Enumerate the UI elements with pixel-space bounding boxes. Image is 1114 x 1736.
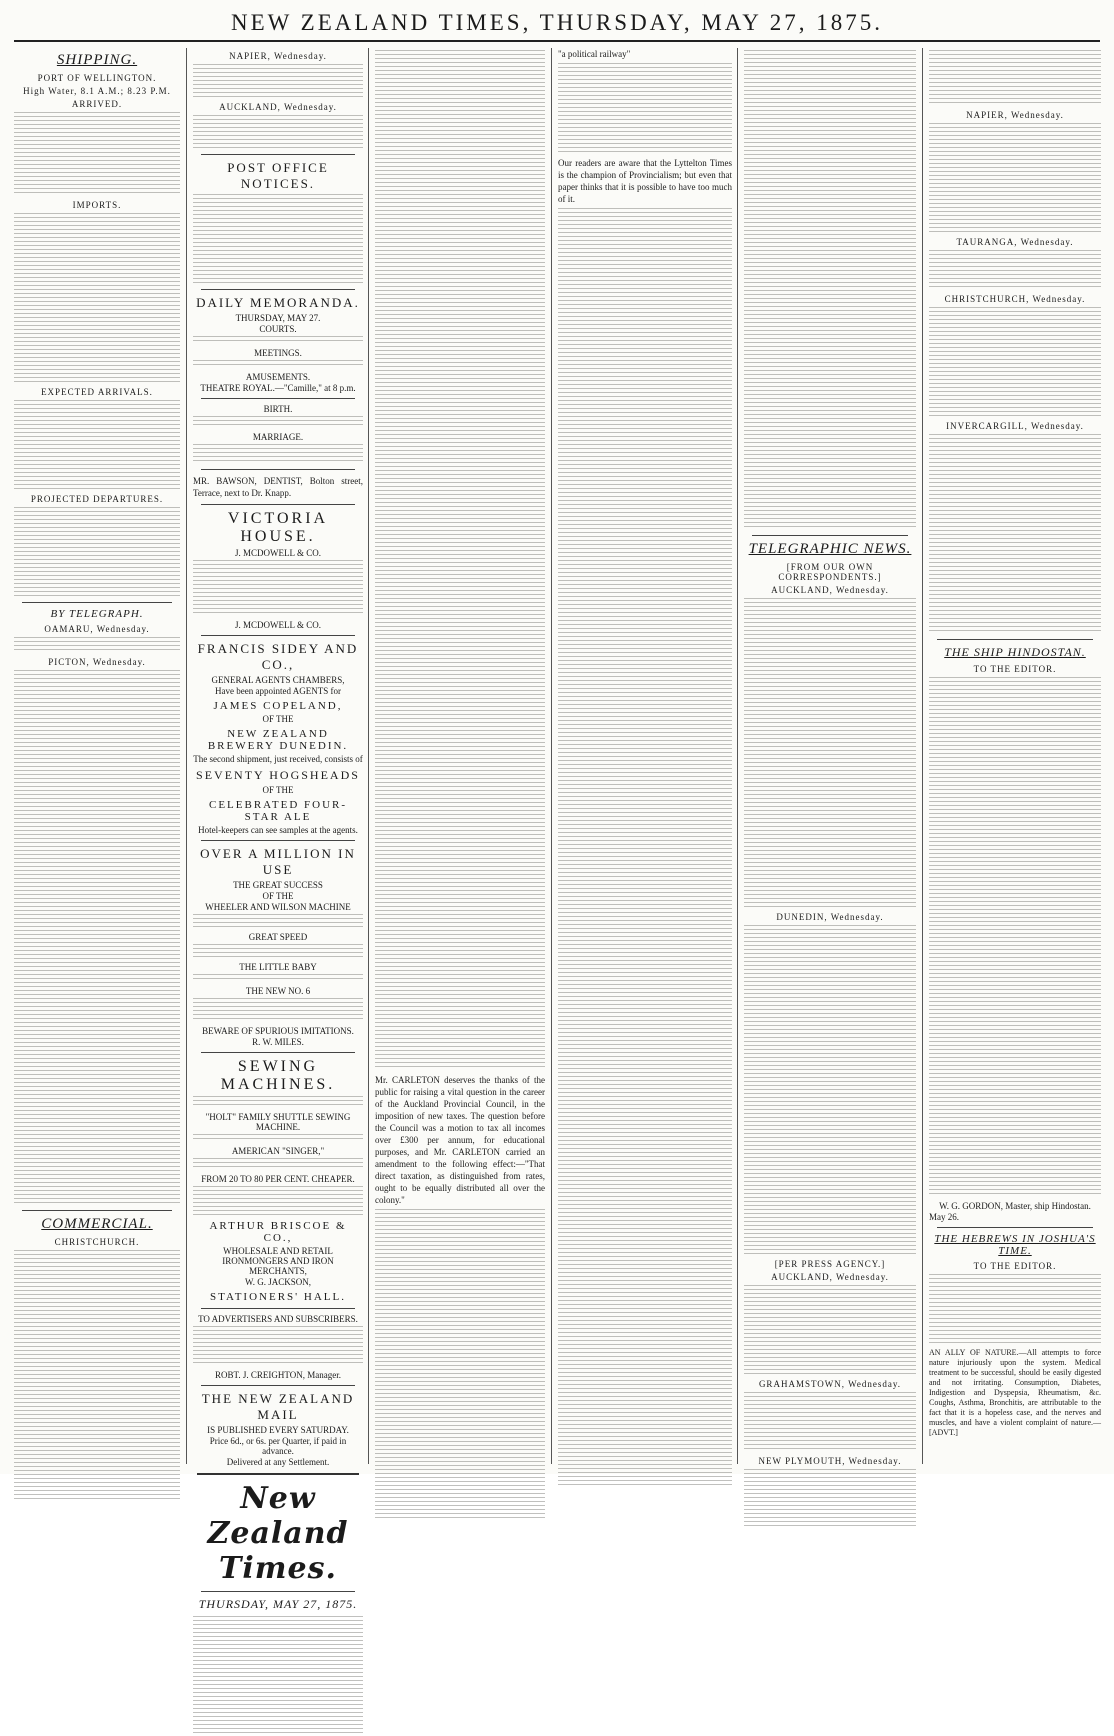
- divider: [201, 154, 355, 155]
- letter-text: [929, 1274, 1101, 1344]
- picton-dateline: PICTON, Wednesday.: [48, 657, 146, 667]
- advertisement-paragraph: AN ALLY OF NATURE.—All attempts to force nature injuriously upon the system. Medical treatment to be successful, should be easily digested and not irritating. Consumption, Diabetes, Indigestion and Dyspepsia, Rheumatism, &c. Coughs, Asthma, Bronchitis, are attributable to the fact that it is a hopeless case, and the nerves and muscles, and have a violent complaint of nature.—[ADVT.]: [929, 1348, 1101, 1437]
- divider: [201, 469, 355, 470]
- post-office-heading: POST OFFICE NOTICES.: [227, 160, 329, 191]
- courts-heading: COURTS.: [259, 324, 297, 334]
- dentist-ad: MR. BAWSON, DENTIST, Bolton street, Terrace, next to Dr. Knapp.: [193, 476, 363, 498]
- dunedin-dateline: DUNEDIN, Wednesday.: [776, 912, 884, 922]
- sidey-line: The second shipment, just received, consists of: [193, 754, 363, 764]
- divider: [937, 639, 1093, 640]
- section-heading-commercial: COMMERCIAL.: [41, 1216, 153, 1232]
- telegraphic-text: [929, 307, 1101, 417]
- divider: [201, 1052, 355, 1053]
- column-5: [744, 48, 916, 1468]
- meetings-text: [193, 360, 363, 368]
- press-agency-line: [PER PRESS AGENCY.]: [774, 1259, 886, 1269]
- imports-text: [14, 213, 180, 383]
- million-in-use-heading: OVER A MILLION IN USE: [200, 846, 356, 877]
- column-1: [14, 48, 180, 1468]
- auckland-dateline: AUCKLAND, Wednesday.: [771, 1272, 889, 1282]
- sewing-ad-line: THE NEW NO. 6: [245, 986, 311, 996]
- napier-text: [193, 64, 363, 98]
- article-text: [558, 63, 732, 153]
- divider: [201, 1591, 355, 1592]
- divider: [201, 1308, 355, 1309]
- amusements-line: THEATRE ROYAL.—"Camille," at 8 p.m.: [200, 383, 356, 393]
- sewing-machines-text: [193, 1134, 363, 1142]
- oamaru-text: [14, 637, 180, 653]
- by-telegraph-heading: BY TELEGRAPH.: [50, 608, 144, 620]
- divider: [201, 398, 355, 399]
- briscoe-line: WHOLESALE AND RETAIL IRONMONGERS AND IRON MERCHANTS,: [222, 1246, 334, 1276]
- sidey-line: SEVENTY HOGSHEADS: [196, 768, 360, 782]
- sewing-ad-text: [193, 914, 363, 928]
- sidey-line: OF THE: [262, 785, 294, 795]
- new-plymouth-dateline: NEW PLYMOUTH, Wednesday.: [758, 1456, 902, 1466]
- leader-text: [193, 1616, 363, 1736]
- sewing-ad-line: BEWARE OF SPURIOUS IMITATIONS.: [202, 1026, 354, 1036]
- briscoe-line: STATIONERS' HALL.: [210, 1291, 346, 1303]
- divider: [201, 504, 355, 505]
- section-heading-shipping: SHIPPING.: [56, 52, 138, 68]
- divider: [937, 1227, 1093, 1228]
- sewing-machines-line: AMERICAN "SINGER,": [231, 1146, 325, 1156]
- leader-paragraph: Mr. CARLETON deserves the thanks of the public for raising a vital question in the career of the Auckland Provincial Council, in the imposition of new taxes. The question before the Council was a motion to tax all incomes over £300 per annum, for educational purposes, and Mr. CARLETON carried an amendment to the following effect:—"That direct taxation, as distinguished from rates, ought to be equally distributed all over the colony.": [375, 1075, 545, 1205]
- to-the-editor-line: TO THE EDITOR.: [973, 1261, 1057, 1271]
- divider: [197, 1473, 359, 1475]
- grahamstown-dateline: GRAHAMSTOWN, Wednesday.: [758, 1379, 902, 1389]
- victoria-house-heading: VICTORIA HOUSE.: [227, 510, 329, 545]
- divider: [201, 635, 355, 636]
- telegraphic-text: [929, 434, 1101, 634]
- sewing-ad-text: [193, 998, 363, 1022]
- letter-date: May 26.: [929, 1212, 959, 1222]
- birth-heading: BIRTH.: [263, 404, 293, 414]
- high-water-line: High Water, 8.1 A.M.; 8.23 P.M.: [23, 86, 171, 96]
- sidey-line: OF THE: [262, 714, 294, 724]
- own-correspondents-line: [FROM OUR OWN CORRESPONDENTS.]: [778, 562, 882, 582]
- section-heading-telegraphic-news: TELEGRAPHIC NEWS.: [748, 541, 912, 557]
- expected-arrivals-heading: EXPECTED ARRIVALS.: [41, 387, 153, 397]
- victoria-house-signature: J. MCDOWELL & CO.: [235, 620, 321, 630]
- auckland-dateline: AUCKLAND, Wednesday.: [771, 585, 889, 595]
- sewing-machines-text: [193, 1158, 363, 1170]
- christchurch-dateline: CHRISTCHURCH, Wednesday.: [944, 294, 1086, 304]
- masthead-rule: [14, 40, 1100, 42]
- telegraphic-text: [744, 925, 916, 1255]
- divider: [201, 1385, 355, 1386]
- napier-dateline: NAPIER, Wednesday.: [966, 110, 1064, 120]
- courts-text: [193, 336, 363, 344]
- sidey-heading: FRANCIS SIDEY AND CO.,: [197, 641, 359, 672]
- hebrews-heading: THE HEBREWS IN JOSHUA'S TIME.: [934, 1233, 1096, 1257]
- projected-departures-heading: PROJECTED DEPARTURES.: [30, 494, 164, 504]
- column-rule: [186, 48, 187, 1464]
- advertisers-heading: TO ADVERTISERS AND SUBSCRIBERS.: [198, 1314, 358, 1324]
- divider: [22, 602, 172, 603]
- daily-memoranda-heading: DAILY MEMORANDA.: [196, 295, 360, 310]
- article-text: [744, 50, 916, 530]
- invercargill-dateline: INVERCARGILL, Wednesday.: [946, 421, 1084, 431]
- telegraphic-text: [744, 1392, 916, 1452]
- sewing-ad-signature: R. W. MILES.: [252, 1037, 304, 1047]
- amusements-heading: AMUSEMENTS.: [245, 372, 311, 382]
- telegraphic-text: [929, 250, 1101, 290]
- mail-line: IS PUBLISHED EVERY SATURDAY.: [207, 1425, 349, 1435]
- projected-departures-text: [14, 507, 180, 597]
- briscoe-line: W. G. JACKSON,: [245, 1277, 311, 1287]
- commercial-text: [14, 1250, 180, 1500]
- telegraphic-text: [744, 1285, 916, 1375]
- article-text: [558, 208, 732, 1488]
- sidey-line: JAMES COPELAND,: [213, 700, 343, 712]
- divider: [201, 840, 355, 841]
- sewing-ad-text: [193, 974, 363, 982]
- sewing-machines-text: [193, 1096, 363, 1108]
- column-6: [929, 48, 1101, 1468]
- column-2: [193, 48, 363, 1611]
- letter-signature: W. G. GORDON, Master, ship Hindostan.: [939, 1201, 1091, 1211]
- column-rule: [737, 48, 738, 1464]
- divider: [22, 1210, 172, 1211]
- sewing-machines-heading: SEWING MACHINES.: [220, 1058, 336, 1093]
- leader-text: [375, 50, 545, 1070]
- telegraphic-text: [929, 50, 1101, 106]
- sidey-line: NEW ZEALAND BREWERY DUNEDIN.: [207, 728, 349, 752]
- auckland-text: [193, 115, 363, 149]
- christchurch-heading: CHRISTCHURCH.: [54, 1237, 140, 1247]
- auckland-dateline: AUCKLAND, Wednesday.: [219, 102, 337, 112]
- divider: [201, 289, 355, 290]
- sewing-ad-line: THE GREAT SUCCESS: [233, 880, 323, 890]
- expected-arrivals-text: [14, 400, 180, 490]
- column-4: [558, 48, 732, 1468]
- sewing-machines-line: FROM 20 TO 80 PER CENT. CHEAPER.: [201, 1174, 355, 1184]
- birth-text: [193, 416, 363, 428]
- sidey-line: CELEBRATED FOUR-STAR ALE: [208, 799, 348, 823]
- sidey-line: GENERAL AGENTS CHAMBERS,: [211, 675, 345, 685]
- imports-heading: IMPORTS.: [72, 200, 122, 210]
- sewing-machines-text: [193, 1186, 363, 1216]
- newspaper-nameplate: New Zealand Times.: [207, 1481, 349, 1586]
- sidey-line: Have been appointed AGENTS for: [215, 686, 341, 696]
- sewing-ad-text: [193, 944, 363, 958]
- sewing-ad-line: THE LITTLE BABY: [239, 962, 317, 972]
- advertisers-signature: ROBT. J. CREIGHTON, Manager.: [215, 1370, 341, 1380]
- mail-line: Price 6d., or 6s. per Quarter, if paid in advance.: [209, 1436, 347, 1456]
- advertisers-text: [193, 1326, 363, 1366]
- railway-opening: "a political railway": [558, 49, 631, 59]
- telegraphic-text: [929, 123, 1101, 233]
- to-the-editor-line: TO THE EDITOR.: [973, 664, 1057, 674]
- shipping-news-text: [14, 670, 180, 1205]
- arrivals-text: [14, 112, 180, 196]
- column-rule: [922, 48, 923, 1464]
- sewing-ad-line: OF THE: [262, 891, 294, 901]
- victoria-house-text: [193, 560, 363, 616]
- issue-date: THURSDAY, MAY 27, 1875.: [198, 1597, 358, 1611]
- arrived-heading: ARRIVED.: [71, 99, 123, 109]
- victoria-house-firm: J. MCDOWELL & CO.: [235, 548, 321, 558]
- article-paragraph: Our readers are aware that the Lyttelton Times is the champion of Provincialism; but even that paper thinks that it is possible to have too much of it.: [558, 158, 732, 204]
- telegraphic-text: [744, 598, 916, 908]
- oamaru-dateline: OAMARU, Wednesday.: [44, 624, 150, 634]
- letter-text: [929, 677, 1101, 1197]
- sewing-ad-line: WHEELER AND WILSON MACHINE: [205, 902, 351, 912]
- mail-line: Delivered at any Settlement.: [226, 1457, 330, 1467]
- leader-text: [375, 1209, 545, 1519]
- marriage-text: [193, 444, 363, 464]
- daily-memoranda-date: THURSDAY, MAY 27.: [235, 313, 321, 323]
- napier-dateline: NAPIER, Wednesday.: [229, 51, 327, 61]
- marriage-heading: MARRIAGE.: [252, 432, 304, 442]
- tauranga-dateline: TAURANGA, Wednesday.: [956, 237, 1074, 247]
- column-3: [375, 48, 545, 1468]
- briscoe-heading: ARTHUR BRISCOE & CO.,: [209, 1220, 347, 1244]
- mail-heading: THE NEW ZEALAND MAIL: [201, 1391, 355, 1422]
- post-office-text: [193, 194, 363, 284]
- meetings-heading: MEETINGS.: [254, 348, 302, 358]
- masthead-title: NEW ZEALAND TIMES, THURSDAY, MAY 27, 1875.: [230, 10, 884, 35]
- telegraphic-text: [744, 1469, 916, 1529]
- page-masthead: [0, 10, 1114, 36]
- column-rule: [551, 48, 552, 1464]
- hindostan-heading: THE SHIP HINDOSTAN.: [944, 645, 1086, 659]
- sidey-line: Hotel-keepers can see samples at the agents.: [198, 825, 358, 835]
- sewing-ad-line: GREAT SPEED: [248, 932, 308, 942]
- column-rule: [368, 48, 369, 1464]
- divider: [752, 535, 908, 536]
- sewing-machines-line: "HOLT" FAMILY SHUTTLE SEWING MACHINE.: [205, 1112, 351, 1132]
- port-heading: PORT OF WELLINGTON.: [37, 73, 157, 83]
